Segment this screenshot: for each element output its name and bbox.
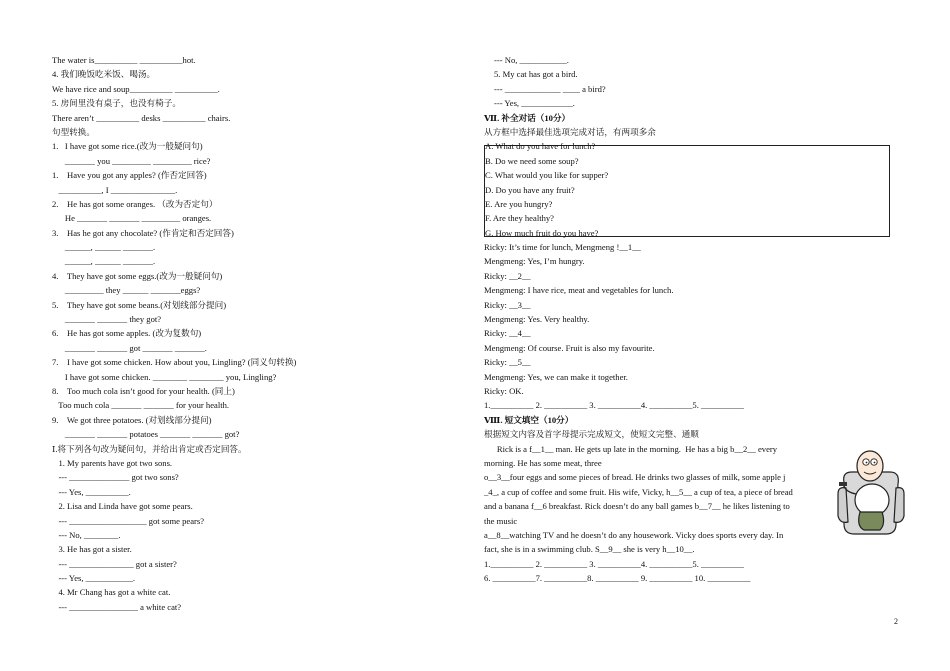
dialogue-line: Ricky: OK. (484, 385, 524, 396)
text-line: ______, ______ _______. (52, 256, 156, 267)
text-line: 1. I have got some rice.(改为一般疑问句) (52, 141, 203, 152)
section-heading: 句型转换。 (52, 126, 95, 137)
dialogue-line: Mengmeng: I have rice, meat and vegetables for lunch. (484, 285, 674, 296)
text-line: --- __________________ got some pears? (52, 515, 205, 526)
dialogue-line: Ricky: __3__ (484, 299, 531, 310)
text-line: --- ________________ a white cat? (52, 601, 182, 612)
text-line: 3. He has got a sister. (52, 544, 132, 555)
passage-line: morning. He has some meat, three (484, 457, 602, 468)
section-7-instruction: 从方框中选择最佳选项完成对话，有两项多余 (484, 126, 656, 137)
man-in-armchair-icon (836, 442, 906, 540)
text-line: --- No, ________. (52, 529, 121, 540)
text-line: --- ______________ got two sons? (52, 472, 179, 483)
text-line: 3. Has he got any chocolate? (作肯定和否定回答) (52, 227, 234, 238)
page-number: 2 (894, 617, 898, 626)
passage-line: and a banana f__6 breakfast. Rick doesn’t do any ball games b__7__ he likes listening to (484, 501, 790, 512)
text-line: Too much cola _______ _______ for your health. (52, 400, 230, 411)
text-line: _______ you _________ _________ rice? (52, 155, 211, 166)
passage-line: _4_, a cup of coffee and some fruit. His wife, Vicky, h__5__ a cup of tea, a piece of bread (484, 486, 793, 497)
dialogue-line: Ricky: __2__ (484, 270, 531, 281)
text-line: 5. 房间里没有桌子，也没有椅子。 (52, 98, 181, 109)
text-line: There aren’t __________ desks __________ chairs. (52, 112, 231, 123)
text-line: We have rice and soup__________ __________. (52, 83, 220, 94)
section-7-title: Ⅶ. 补全对话（10分） (484, 112, 571, 123)
text-line: I have got some chicken. ________ ________ you, Lingling? (52, 371, 277, 382)
text-line: 8. Too much cola isn’t good for your health. (同上) (52, 385, 235, 396)
text-line: The water is__________ __________hot. (52, 55, 196, 65)
text-line: --- _______________ got a sister? (52, 558, 177, 569)
dialogue-line: Ricky: It’s time for lunch, Mengmeng !__1__ (484, 242, 641, 253)
option-d: D. Do you have any fruit? (485, 184, 575, 195)
dialogue-line: Ricky: __4__ (484, 328, 531, 339)
text-line: --- No, ___________. (494, 55, 569, 65)
section-heading: Ⅰ.将下列各句改为疑问句，并给出肯定或否定回答。 (52, 443, 247, 454)
text-line: 5. They have got some beans.(对划线部分提问) (52, 299, 227, 310)
text-line: He _______ _______ _________ oranges. (52, 213, 212, 224)
passage-line: Rick is a f__1__ man. He gets up late in the morning. He has a big b__2__ every (484, 443, 778, 454)
text-line: __________, I _______________. (52, 184, 178, 195)
text-line: _______ _______ got _______ _______. (52, 342, 207, 353)
dialogue-line: Mengmeng: Yes, we can make it together. (484, 371, 628, 382)
right-column (484, 53, 830, 585)
dialogue-line: Mengmeng: Of course. Fruit is also my favourite. (484, 342, 655, 353)
text-line: --- _____________ ____ a bird? (494, 83, 606, 94)
dialogue-line: Mengmeng: Yes. Very healthy. (484, 314, 590, 325)
text-line: 1. Have you got any apples? (作否定回答) (52, 170, 207, 181)
text-line: _______ _______ they got? (52, 314, 162, 325)
answer-blanks: 1.__________ 2. __________ 3. __________4. __________5. __________ (484, 558, 744, 569)
text-line: 9. We got three potatoes. (对划线部分提问) (52, 414, 212, 425)
option-g: G. How much fruit do you have? (485, 227, 599, 238)
text-line: 4. Mr Chang has got a white cat. (52, 587, 171, 598)
section-8-title: Ⅷ. 短文填空（10分） (484, 414, 574, 425)
text-line: --- Yes, ____________. (494, 98, 575, 109)
dialogue-line: Mengmeng: Yes, I’m hungry. (484, 256, 585, 267)
option-a: A. What do you have for lunch? (485, 141, 596, 152)
option-e: E. Are you hungry? (485, 198, 553, 209)
text-line: _________ they ______ _______eggs? (52, 285, 201, 296)
text-line: 5. My cat has got a bird. (494, 69, 578, 80)
text-line: 4. They have got some eggs.(改为一般疑问句) (52, 270, 223, 281)
text-line: ______, ______ _______. (52, 242, 156, 253)
text-line: 7. I have got some chicken. How about you, Lingling? (同义句转换) (52, 357, 297, 368)
text-line: _______ _______ potatoes _______ _______ got? (52, 429, 240, 440)
text-line: --- Yes, __________. (52, 486, 131, 497)
text-line: 2. Lisa and Linda have got some pears. (52, 501, 193, 512)
left-column (52, 53, 472, 614)
text-line: 1. My parents have got two sons. (52, 457, 173, 468)
passage-line: fact, she is in a swimming club. S__9__ she is very h__10__. (484, 544, 695, 555)
answer-blanks: 1.__________ 2. __________ 3. __________4. __________5. __________ (484, 400, 744, 411)
passage-line: o__3__four eggs and some pieces of bread. He drinks two glasses of milk, some apple j (484, 472, 786, 483)
text-line: 2. He has got some oranges. （改为否定句） (52, 198, 218, 209)
option-c: C. What would you like for supper? (485, 170, 609, 181)
dialogue-line: Ricky: __5__ (484, 357, 531, 368)
passage-line: a__8__watching TV and he doesn’t do any housework. Vicky does sports every day. In (484, 529, 784, 540)
option-f: F. Are they healthy? (485, 213, 554, 224)
passage-line: the music (484, 515, 518, 526)
text-line: 4. 我们晚饭吃米饭、喝汤。 (52, 69, 156, 80)
answer-blanks: 6. __________7. __________8. __________ 9. __________ 10. __________ (484, 573, 751, 584)
text-line: 6. He has got some apples. (改为复数句) (52, 328, 202, 339)
option-b: B. Do we need some soup? (485, 155, 579, 166)
section-8-instruction: 根据短文内容及首字母提示完成短文，使短文完整、通顺 (484, 429, 699, 440)
text-line: --- Yes, ___________. (52, 573, 136, 584)
